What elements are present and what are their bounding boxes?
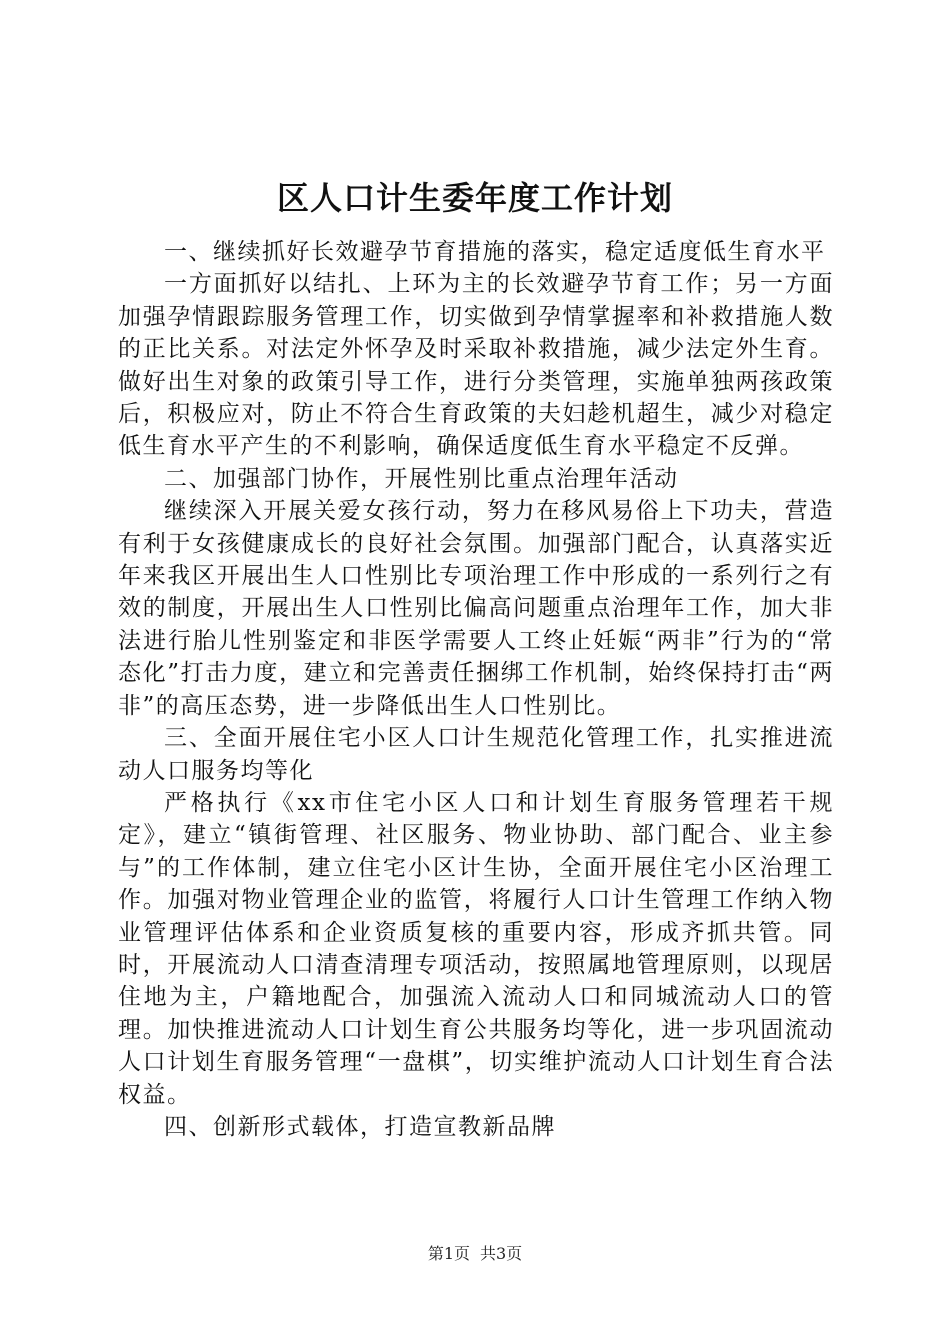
page-number: 第1页 xyxy=(427,1244,470,1263)
page-footer xyxy=(0,1244,950,1264)
document-title: 区人口计生委年度工作计划 xyxy=(276,179,673,217)
document-body xyxy=(118,236,834,1143)
paragraph-2: 继续深入开展关爱女孩行动，努力在移风易俗上下功夫，营造有利于女孩健康成长的良好社会氛围。加强部门配合，认真落实近年来我区开展出生人口性别比专项治理工作中形成的一系列行之有效的制度，开展出生人口性别比偏高问题重点治理年工作，加大非法进行胎儿性别鉴定和非医学需要人工终止妊娠“两非”行为的“常态化”打击力度，建立和完善责任捆绑工作机制，始终保持打击“两非”的高压态势，进一步降低出生人口性别比。 xyxy=(118,498,834,719)
section-heading-1: 一、继续抓好长效避孕节育措施的落实，稳定适度低生育水平 xyxy=(164,239,826,265)
page-total: 共3页 xyxy=(480,1244,523,1263)
section-heading-4: 四、创新形式载体，打造宣教新品牌 xyxy=(164,1113,556,1140)
paragraph-3: 严格执行《xx市住宅小区人口和计划生育服务管理若干规定》，建立“镇街管理、社区服务、物业协助、部门配合、业主参与”的工作体制，建立住宅小区计生协，全面开展住宅小区治理工作。加强对物业管理企业的监管，将履行人口计生管理工作纳入物业管理评估体系和企业资质复核的重要内容，形成齐抓共管。同时，开展流动人口清查清理专项活动，按照属地管理原则，以现居住地为主，户籍地配合，加强流入流动人口和同城流动人口的管理。加快推进流动人口计划生育公共服务均等化，进一步巩固流动人口计划生育服务管理“一盘棋”，切实维护流动人口计划生育合法权益。 xyxy=(118,789,834,1108)
section-heading-3: 三、全面开展住宅小区人口计生规范化管理工作，扎实推进流动人口服务均等化 xyxy=(118,725,834,784)
section-heading-2: 二、加强部门协作，开展性别比重点治理年活动 xyxy=(164,465,679,492)
paragraph-1: 一方面抓好以结扎、上环为主的长效避孕节育工作；另一方面加强孕情跟踪服务管理工作，切实做到孕情掌握率和补救措施人数的正比关系。对法定外怀孕及时采取补救措施，减少法定外生育。做好出生对象的政策引导工作，进行分类管理，实施单独两孩政策后，积极应对，防止不符合生育政策的夫妇趁机超生，减少对稳定低生育水平产生的不利影响，确保适度低生育水平稳定不反弹。 xyxy=(118,271,834,460)
